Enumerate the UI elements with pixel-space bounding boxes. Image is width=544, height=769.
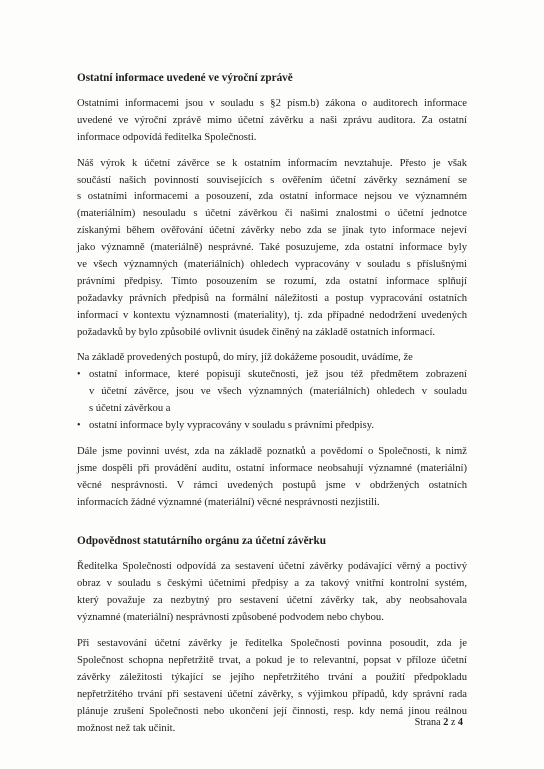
- text-line: Dále jsme povinni uvést, zda na základě poznatků a povědomí o Společnosti, k nimž: [77, 445, 467, 457]
- text-line: v účetní závěrce, jsou ve všech významných (materiálních) ohledech v souladu: [89, 386, 467, 398]
- page-total: 4: [457, 717, 463, 728]
- section-heading-statutory-responsibility: Odpovědnost statutárního orgánu za účetní závěrku: [77, 535, 326, 548]
- text-line: nepřetržitého trvání při sestavení účetní závěrky, s výjimkou případů, kdy správní rada: [77, 688, 467, 700]
- text-line: jako významně (materiálně) nesprávné. Také posuzujeme, zda ostatní informace byly: [77, 242, 467, 254]
- text-line: ostatní informace byly vypracovány v souladu s právními předpisy.: [89, 420, 374, 432]
- section-heading-other-info: Ostatní informace uvedené ve výroční zprávě: [77, 72, 293, 84]
- bullet-icon: •: [77, 369, 81, 381]
- paragraph-procedures-intro: [77, 350, 467, 367]
- text-line: ve všech významných (materiálních) ohledech vypracovány v souladu s příslušnými: [77, 259, 467, 271]
- text-line: plánuje zrušení Společnosti nebo ukončení její činnosti, resp. kdy nemá jinou reálnou: [77, 705, 467, 717]
- bullet-item: [77, 418, 467, 435]
- text-line: Ředitelka Společnosti odpovídá za sestavení účetní závěrky podávající věrný a poctivý: [77, 561, 467, 573]
- text-line: s účetní závěrkou a: [89, 403, 171, 415]
- text-line: jsme dospěli při provádění auditu, ostatní informace neobsahují významné (materiální): [77, 462, 467, 474]
- text-line: požadavky právních předpisů na formální náležitosti a postup vypracování ostatních: [77, 292, 467, 304]
- text-line: požadavků by bylo způsobilé ovlivnit úsudek činěný na základě ostatních informací.: [77, 326, 436, 338]
- page-content: [77, 71, 467, 746]
- bullet-icon: •: [77, 420, 81, 432]
- text-line: obraz v souladu s českými účetními předpisy a za takový vnitřní kontrolní systém,: [77, 578, 467, 590]
- text-line: (materiálním) nesouladu s účetní závěrkou či našimi znalostmi o účetní jednotce: [77, 208, 467, 220]
- paragraph-other-info-definition: [77, 96, 467, 147]
- bullet-item: [77, 367, 467, 418]
- text-line: s ostatními informacemi a posouzení, zda ostatní informace nejsou ve významném: [77, 191, 467, 203]
- text-line: možnost než tak učinit.: [77, 722, 176, 734]
- page-current: 2: [443, 717, 449, 728]
- text-line: uvedené ve výroční zprávě mimo účetní závěrku a naši zprávu auditora. Za ostatní: [77, 114, 467, 126]
- paragraph-misstatement-duty: [77, 444, 467, 512]
- paragraph-director-responsibility: [77, 559, 467, 627]
- text-line: součástí našich povinností souvisejících s ověřením účetní závěrky seznámení se: [77, 174, 467, 186]
- text-line: informací v kontextu významnosti (materiality), tj. zda případné nedodržení uvedených: [77, 309, 467, 321]
- text-line: ostatní informace, které popisují skutečnosti, jež jsou též předmětem zobrazení: [89, 369, 467, 381]
- text-line: věcné nesprávnosti. V rámci uvedených postupů jsme v obdržených ostatních: [77, 479, 467, 491]
- page-label: Strana: [414, 717, 441, 728]
- text-line: informacích žádné významné (materiální) věcné nesprávnosti nezjistili.: [77, 496, 380, 508]
- text-line: který považuje za nezbytný pro sestavení účetní závěrky tak, aby neobsahovala: [77, 595, 467, 607]
- paragraph-opinion-scope: [77, 156, 467, 342]
- text-line: získanými během ověřování účetní závěrky nebo zda se jinak tyto informace nejeví: [77, 225, 467, 237]
- text-line: informace odpovídá ředitelka Společnosti.: [77, 131, 257, 143]
- text-line: Společnost schopna nepřetržitě trvat, a pokud je to relevantní, popsat v příloze účetní: [77, 654, 467, 666]
- section-spacer: [77, 520, 467, 534]
- paragraph-going-concern: [77, 636, 467, 737]
- text-line: Náš výrok k účetní závěrce se k ostatním informacím nevztahuje. Přesto je však: [77, 157, 467, 169]
- text-line: závěrky záležitosti týkající se jejího nepřetržitého trvání a použití předpokladu: [77, 671, 467, 683]
- bullet-list-findings: [77, 367, 467, 435]
- text-line: právními předpisy. Tímto posouzením se rozumí, zda ostatní informace splňují: [77, 275, 467, 287]
- text-line: Při sestavování účetní závěrky je ředitelka Společnosti povinna posoudit, zda je: [77, 638, 467, 650]
- page-number: [415, 717, 463, 728]
- text-line: Ostatními informacemi jsou v souladu s §2 písm.b) zákona o auditorech informace: [77, 98, 467, 109]
- text-line: významné (materiální) nesprávnosti způsobené podvodem nebo chybou.: [77, 612, 384, 624]
- page-of: z: [450, 717, 456, 728]
- text-line: Na základě provedených postupů, do míry, jíž dokážeme posoudit, uvádíme, že: [77, 352, 413, 364]
